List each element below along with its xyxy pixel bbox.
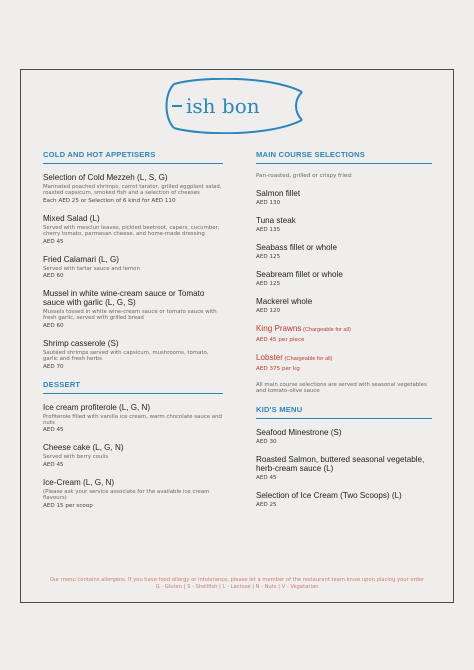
menu-item: [43, 339, 223, 371]
menu-item: [43, 289, 223, 330]
item-price: AED 25: [256, 501, 277, 508]
menu-item: [256, 189, 432, 207]
item-name: Ice cream profiterole (L, G, N): [43, 402, 151, 412]
dessert-heading: DESSERT: [43, 380, 223, 394]
item-price: Each AED 25 or Selection of 6 kind for AED 110: [43, 197, 176, 204]
item-name: Mackerel whole: [256, 297, 313, 306]
item-price: AED 60: [43, 273, 64, 280]
allergen-notice: Our menu contains allergens. If you have food allergy or intolerance, please let a member of the restaurant team know upon placing your order: [49, 577, 425, 583]
main-course-intro: Pan-roasted, grilled or crispy fried:: [256, 173, 353, 179]
item-description: Profiterole filled with vanilla ice cream, warm chocolate sauce and nuts: [43, 413, 222, 427]
item-price: AED 125: [256, 254, 281, 260]
item-name: Salmon fillet: [256, 189, 301, 198]
right-column: [256, 150, 432, 518]
menu-item: [43, 478, 223, 510]
appetisers-heading: COLD AND HOT APPETISERS: [43, 150, 223, 164]
allergen-footer: [30, 577, 444, 591]
restaurant-logo: [0, 78, 474, 134]
item-price: AED 45 per piece: [256, 337, 305, 343]
item-price: AED 45: [43, 427, 64, 434]
item-name: Seabream fillet or whole: [256, 270, 343, 279]
menu-item: [43, 214, 223, 246]
item-name: Roasted Salmon, buttered seasonal vegetable, herb-cream sauce (L): [256, 454, 425, 473]
item-name: Ice-Cream (L, G, N): [43, 477, 115, 487]
menu-item: [256, 428, 432, 446]
item-name-text: Lobster: [256, 353, 283, 362]
main-course-heading: MAIN COURSE SELECTIONS: [256, 150, 432, 164]
item-name-text: King Prawns: [256, 324, 302, 333]
item-price: AED 15 per scoop: [43, 502, 93, 509]
menu-item: [256, 353, 432, 373]
item-note: (Chargeable for all): [301, 327, 351, 333]
kids-menu-heading: KID'S MENU: [256, 405, 432, 419]
item-note: (Chargeable for all): [283, 356, 333, 362]
item-description: Served with berry coulis: [43, 454, 109, 461]
item-name: Fried Calamari (L, G): [43, 254, 120, 264]
logo-text: ish bon: [186, 94, 260, 118]
item-description: Served with tartar sauce and lemon: [43, 265, 140, 272]
item-price: AED 130: [256, 200, 281, 206]
item-name: Mussel in white wine-cream sauce or Tomato sauce with garlic (L, G, S): [43, 289, 205, 308]
item-price: AED 125: [256, 281, 281, 287]
item-name: Seafood Minestrone (S): [256, 427, 342, 437]
menu-item: [43, 443, 223, 468]
item-price: AED 45: [43, 238, 64, 245]
menu-item: [256, 491, 432, 509]
item-description: Sautéed shrimps served with capsicum, mushrooms, tomato, garlic and fresh herbs: [43, 349, 209, 363]
menu-item: [43, 403, 223, 435]
item-name: Cheese cake (L, G, N): [43, 443, 124, 453]
item-name: Selection of Ice Cream (Two Scoops) (L): [256, 490, 402, 500]
item-price: AED 375 per kg: [256, 366, 300, 372]
item-price: AED 60: [43, 322, 64, 329]
menu-item: [43, 255, 223, 280]
item-name: Selection of Cold Mezzeh (L, S, G): [43, 173, 168, 182]
menu-item: [256, 324, 432, 344]
menu-item: [256, 297, 432, 315]
main-course-footnote: All main course selections are served with seasonal vegetables and tomato-olive sauce: [256, 382, 427, 395]
item-name: [256, 353, 432, 364]
item-name: Tuna steak: [256, 216, 296, 225]
item-name: [256, 324, 432, 335]
allergen-legend: G - Gluten | S - Shellfish | L - Lactose | N - Nuts | V - Vegetarian: [155, 584, 319, 590]
menu-item: [256, 270, 432, 288]
item-price: AED 45: [43, 461, 64, 468]
item-price: AED 45: [256, 474, 277, 481]
item-name: Seabass fillet or whole: [256, 243, 337, 252]
item-name: Mixed Salad (L): [43, 213, 100, 223]
menu-item: [256, 216, 432, 234]
menu-item: [256, 243, 432, 261]
left-column: [43, 150, 223, 519]
item-price: AED 135: [256, 227, 281, 233]
item-price: AED 30: [256, 438, 277, 445]
menu-item: [43, 173, 223, 205]
menu-item: [256, 455, 432, 482]
item-description: Mussels tossed in white wine-cream sauce or tomato sauce with fresh garlic, served with grilled bread: [43, 309, 217, 322]
fishbone-logo-icon: [162, 78, 312, 134]
item-description: Marinated poached shrimps, carrot tarator, grilled eggplant salad, roasted capsicum, smoked fish and a selection of cheeses: [43, 184, 222, 197]
item-description: (Please ask your service associate for the available ice cream flavours): [43, 488, 210, 502]
item-description: Served with mesclun leaves, pickled beetroot, capers, cucumber, cherry tomato, parmesan cheese, and home-made dressing: [43, 224, 220, 238]
item-price: AED 120: [256, 308, 281, 314]
item-name: Shrimp casserole (S): [43, 338, 119, 348]
item-price: AED 70: [43, 363, 64, 370]
